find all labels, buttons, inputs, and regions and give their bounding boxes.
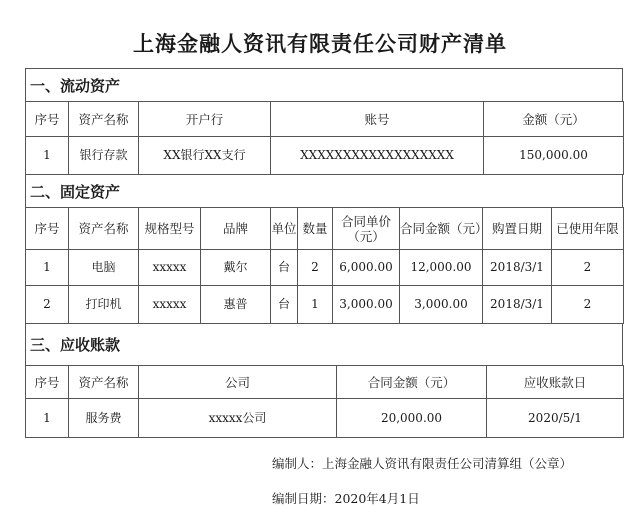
table-row bbox=[26, 250, 624, 286]
table-cell: 银行存款 bbox=[69, 137, 139, 175]
table-cell: 3,000.00 bbox=[400, 286, 483, 324]
col-header: 规格型号 bbox=[139, 208, 201, 250]
table-cell: 2020/5/1 bbox=[487, 399, 624, 438]
document-title: 上海金融人资讯有限责任公司财产清单 bbox=[133, 32, 507, 56]
table-cell: xxxxx bbox=[139, 250, 201, 286]
col-header: 合同单价（元） bbox=[333, 208, 400, 250]
table-cell: XXXXXXXXXXXXXXXXXX bbox=[271, 137, 484, 175]
table-cell: 戴尔 bbox=[201, 250, 271, 286]
col-header: 公司 bbox=[139, 366, 337, 399]
col-header: 资产名称 bbox=[69, 102, 139, 137]
table-cell: 2018/3/1 bbox=[483, 286, 552, 324]
col-header: 购置日期 bbox=[483, 208, 552, 250]
table-cell: 2 bbox=[26, 286, 69, 324]
section-current-assets-heading: 一、流动资产 bbox=[25, 68, 623, 102]
table-cell: 台 bbox=[271, 286, 298, 324]
prepared-by-note: 编制人：上海金融人资讯有限责任公司清算组（公章） bbox=[272, 456, 573, 471]
col-header: 序号 bbox=[26, 208, 69, 250]
col-header: 品牌 bbox=[201, 208, 271, 250]
table-cell: 6,000.00 bbox=[333, 250, 400, 286]
section-receivables-heading: 三、应收账款 bbox=[25, 323, 623, 366]
table-cell: 150,000.00 bbox=[484, 137, 624, 175]
col-header: 开户行 bbox=[139, 102, 271, 137]
table-cell: xxxxx bbox=[139, 286, 201, 324]
table-cell: 2 bbox=[552, 286, 624, 324]
col-header: 已使用年限 bbox=[552, 208, 624, 250]
table-cell: XX银行XX支行 bbox=[139, 137, 271, 175]
table-cell: 1 bbox=[298, 286, 333, 324]
table-row bbox=[26, 137, 624, 175]
table-cell: 打印机 bbox=[69, 286, 139, 324]
receivables-table bbox=[25, 365, 624, 438]
col-header: 合同金额（元） bbox=[337, 366, 487, 399]
table-cell: 服务费 bbox=[69, 399, 139, 438]
col-header: 账号 bbox=[271, 102, 484, 137]
col-header: 应收账款日 bbox=[487, 366, 624, 399]
table-cell: 2018/3/1 bbox=[483, 250, 552, 286]
table-cell: 台 bbox=[271, 250, 298, 286]
prepared-date-note: 编制日期：2020年4月1日 bbox=[272, 491, 420, 506]
table-cell: 2 bbox=[298, 250, 333, 286]
col-header: 资产名称 bbox=[69, 366, 139, 399]
table-cell: 12,000.00 bbox=[400, 250, 483, 286]
table-header-row bbox=[26, 366, 624, 399]
col-header: 数量 bbox=[298, 208, 333, 250]
table-row bbox=[26, 399, 624, 438]
table-header-row bbox=[26, 102, 624, 137]
col-header: 序号 bbox=[26, 366, 69, 399]
current-assets-table bbox=[25, 101, 624, 175]
col-header: 资产名称 bbox=[69, 208, 139, 250]
col-header: 合同金额（元） bbox=[400, 208, 483, 250]
table-cell: 3,000.00 bbox=[333, 286, 400, 324]
table-cell: 2 bbox=[552, 250, 624, 286]
col-header: 序号 bbox=[26, 102, 69, 137]
table-row bbox=[26, 286, 624, 324]
table-header-row bbox=[26, 208, 624, 250]
table-cell: 电脑 bbox=[69, 250, 139, 286]
col-header: 单位 bbox=[271, 208, 298, 250]
table-cell: 1 bbox=[26, 137, 69, 175]
table-cell: 1 bbox=[26, 250, 69, 286]
property-list-sheet bbox=[25, 68, 623, 439]
table-cell: 20,000.00 bbox=[337, 399, 487, 438]
section-fixed-assets-heading: 二、固定资产 bbox=[25, 174, 623, 208]
fixed-assets-table bbox=[25, 207, 624, 324]
table-cell: xxxxx公司 bbox=[139, 399, 337, 438]
table-cell: 1 bbox=[26, 399, 69, 438]
table-cell: 惠普 bbox=[201, 286, 271, 324]
col-header: 金额（元） bbox=[484, 102, 624, 137]
